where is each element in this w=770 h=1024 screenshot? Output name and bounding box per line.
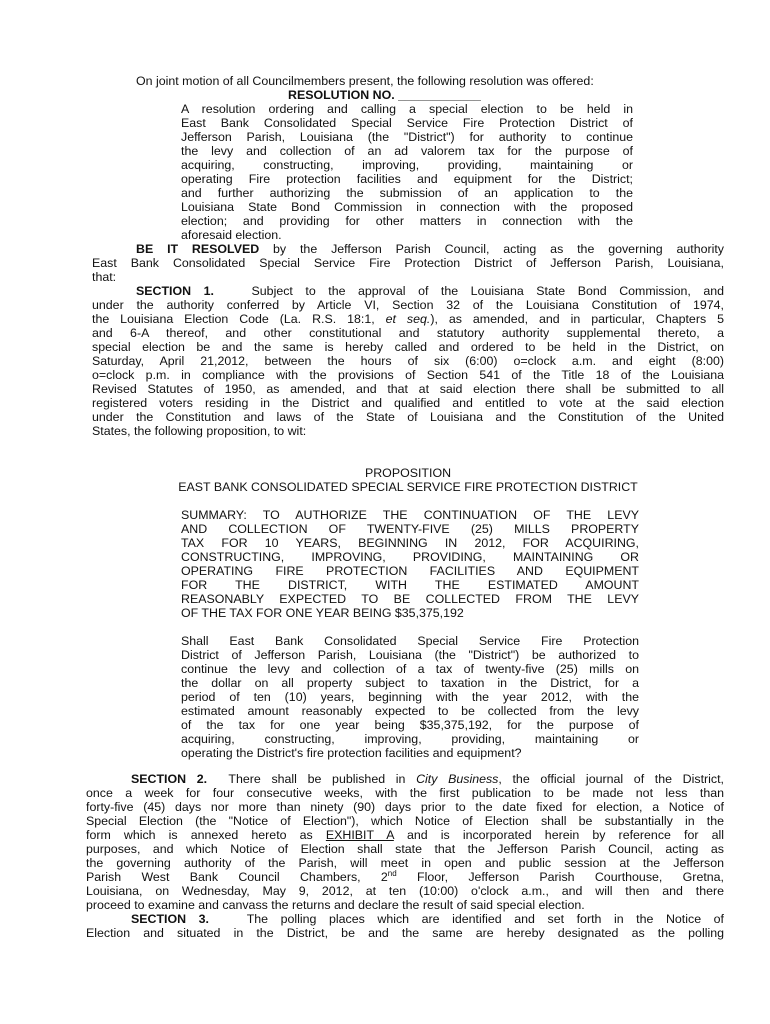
section-2-body-b xyxy=(86,842,724,870)
proposition-district: EAST BANK CONSOLIDATED SPECIAL SERVICE FIRE PROTECTION DISTRICT xyxy=(178,480,638,494)
summary-line-3: TAX FOR 10 YEARS, BEGINNING IN 2012, FOR ACQUIRING, xyxy=(181,536,639,550)
section-2-line-1a: There shall be published in xyxy=(228,772,406,786)
section-3-line-1 xyxy=(86,912,724,926)
resolution-title xyxy=(181,102,633,242)
section-1-line-3a: the Louisiana Election Code (La. R.S. 18:1, xyxy=(92,312,375,326)
proposition-question xyxy=(181,634,639,760)
section-2-last-line: proceed to examine and canvass the returns and declare the result of said special election. xyxy=(86,898,585,912)
section-2-body-b-line-2: the governing authority of the Parish, will meet in open and public session at the Jefferson xyxy=(86,856,724,870)
section-1-body-line-2: special election be and the same is hereby called and ordered to be held in the District, on xyxy=(92,340,724,354)
section-2-line-5b: and is incorporated herein by reference for all xyxy=(406,828,724,842)
resolved-line-3: that: xyxy=(92,270,117,284)
section-1-label: SECTION 1. xyxy=(136,284,214,298)
resolved-line-1-text: by the Jefferson Parish Council, acting as the governing authority xyxy=(259,242,724,256)
section-1-body-line-6: registered voters residing in the District and qualified and entitled to vote at the said election xyxy=(92,396,724,410)
title-line-3: Jefferson Parish, Louisiana (the "District") for authority to continue xyxy=(181,130,633,144)
resolved-lead: BE IT RESOLVED xyxy=(136,242,260,256)
section-2-label: SECTION 2. xyxy=(131,772,208,786)
summary-line-2: AND COLLECTION OF TWENTY-FIVE (25) MILLS PROPERTY xyxy=(181,522,639,536)
section-2-body-a-line-1: once a week for four consecutive weeks, with the first publication to be made not less than xyxy=(86,786,724,800)
section-2-body-a xyxy=(86,786,724,828)
section-1-line-1 xyxy=(92,284,724,298)
title-line-4: the levy and collection of an ad valorem tax for the purpose of xyxy=(181,144,633,158)
section-2-line-8 xyxy=(86,870,724,884)
resolution-number xyxy=(288,88,588,102)
section-1-line-3 xyxy=(92,312,724,326)
section-2-line-5 xyxy=(86,828,724,842)
section-2-line-8b: Floor, Jefferson Parish Courthouse, Gretna, xyxy=(396,870,724,884)
question-line-5: period of ten (10) years, beginning with the year 2012, with the xyxy=(181,690,639,704)
section-2-line-1b: , the official journal of the District, xyxy=(498,772,724,786)
summary-line-1: SUMMARY: TO AUTHORIZE THE CONTINUATION OF THE LEVY xyxy=(181,508,639,522)
section-1-body-lines xyxy=(92,326,724,424)
resolution-number-blank: ____________ xyxy=(398,88,481,102)
proposition-heading: PROPOSITION xyxy=(364,466,452,480)
intro-line xyxy=(136,74,726,88)
summary-line-6: FOR THE DISTRICT, WITH THE ESTIMATED AMOUNT xyxy=(181,578,639,592)
section-1 xyxy=(92,284,724,438)
section-2-body-a-line-3: Special Election (the "Notice of Election"), which Notice of Election shall be substantially in the xyxy=(86,814,724,828)
summary-line-5: OPERATING FIRE PROTECTION FACILITIES AND EQUIPMENT xyxy=(181,564,639,578)
section-1-line-3b: ), as amended, and in particular, Chapters 5 xyxy=(430,312,724,326)
resolved-paragraph xyxy=(92,242,724,284)
section-1-body-line-5: Revised Statutes of 1950, as amended, and that at said election there shall be submitted to all xyxy=(92,382,724,396)
exhibit-a-reference: EXHIBIT A xyxy=(325,828,394,842)
section-2-body-a-line-2: forty-five (45) days nor more than ninety (90) days prior to the date fixed for election, a Notice of xyxy=(86,800,724,814)
question-line-1: Shall East Bank Consolidated Special Service Fire Protection xyxy=(181,634,639,648)
section-2-line-5a: form which is annexed hereto as xyxy=(86,828,313,842)
section-1-last-line: States, the following proposition, to wit: xyxy=(92,424,307,438)
summary-line-7: REASONABLY EXPECTED TO BE COLLECTED FROM THE LEVY xyxy=(181,592,639,606)
resolution-number-label: RESOLUTION NO. xyxy=(288,88,395,102)
question-line-6: estimated amount reasonably expected to be collected from the levy xyxy=(181,704,639,718)
section-1-et-seq: et seq. xyxy=(385,312,431,326)
resolved-line-1 xyxy=(92,242,724,256)
section-1-line-1-text: Subject to the approval of the Louisiana State Bond Commission, and xyxy=(251,284,724,298)
question-line-8: acquiring, constructing, improving, providing, maintaining or xyxy=(181,732,639,746)
title-line-7: and further authorizing the submission of an application to the xyxy=(181,186,633,200)
section-1-body-line-7: under the Constitution and laws of the State of Louisiana and the Constitution of the United xyxy=(92,410,724,424)
question-line-4: the dollar on all property subject to taxation in the District, for a xyxy=(181,676,639,690)
title-line-1: A resolution ordering and calling a special election to be held in xyxy=(181,102,633,116)
section-1-body-line-1: and 6-A thereof, and other constitutional and statutory authority supplemental thereto, a xyxy=(92,326,724,340)
section-1-body-line-3: Saturday, April 21,2012, between the hours of six (6:00) o=clock a.m. and eight (8:00) xyxy=(92,354,724,368)
question-line-9: operating the District's fire protection facilities and equipment? xyxy=(181,746,522,760)
proposition-summary xyxy=(181,508,639,620)
question-line-7: of the tax for one year being $35,375,192, for the purpose of xyxy=(181,718,639,732)
title-line-2: East Bank Consolidated Special Service Fire Protection District of xyxy=(181,116,633,130)
section-3 xyxy=(86,912,724,940)
section-2-journal-name: City Business xyxy=(416,772,499,786)
section-2-ordinal-sup: nd xyxy=(387,868,397,878)
summary-line-4: CONSTRUCTING, IMPROVING, PROVIDING, MAINTAINING OR xyxy=(181,550,639,564)
title-line-9: election; and providing for other matters in connection with the xyxy=(181,214,633,228)
title-line-10: aforesaid election. xyxy=(181,228,282,242)
question-line-2: District of Jefferson Parish, Louisiana (the "District") be authorized to xyxy=(181,648,639,662)
intro-text: On joint motion of all Councilmembers present, the following resolution was offered: xyxy=(136,74,594,88)
section-3-line-1-text: The polling places which are identified and set forth in the Notice of xyxy=(246,912,724,926)
resolved-line-2: East Bank Consolidated Special Service Fire Protection District of Jefferson Parish, Louisiana, xyxy=(92,256,724,270)
title-line-8: Louisiana State Bond Commission in connection with the proposed xyxy=(181,200,633,214)
title-line-6: operating Fire protection facilities and equipment for the District; xyxy=(181,172,633,186)
question-line-3: continue the levy and collection of a tax of twenty-five (25) mills on xyxy=(181,662,639,676)
section-1-line-2: under the authority conferred by Article VI, Section 32 of the Louisiana Constitution of 1974, xyxy=(92,298,724,312)
section-2-line-9: Louisiana, on Wednesday, May 9, 2012, at ten (10:00) o'clock a.m., and will then and there xyxy=(86,884,724,898)
title-line-5: acquiring, constructing, improving, providing, maintaining or xyxy=(181,158,633,172)
section-2-body-b-line-1: purposes, and which Notice of Election shall state that the Jefferson Parish Council, acting as xyxy=(86,842,724,856)
section-2 xyxy=(86,772,724,912)
section-3-label: SECTION 3. xyxy=(131,912,209,926)
section-2-line-1 xyxy=(86,772,724,786)
section-2-line-8a: Parish West Bank Council Chambers, 2 xyxy=(86,870,388,884)
summary-line-8: OF THE TAX FOR ONE YEAR BEING $35,375,192 xyxy=(181,606,464,620)
section-3-line-2: Election and situated in the District, be and the same are hereby designated as the polling xyxy=(86,926,724,940)
section-1-body-line-4: o=clock p.m. in compliance with the provisions of Section 541 of the Title 18 of the Louisiana xyxy=(92,368,724,382)
